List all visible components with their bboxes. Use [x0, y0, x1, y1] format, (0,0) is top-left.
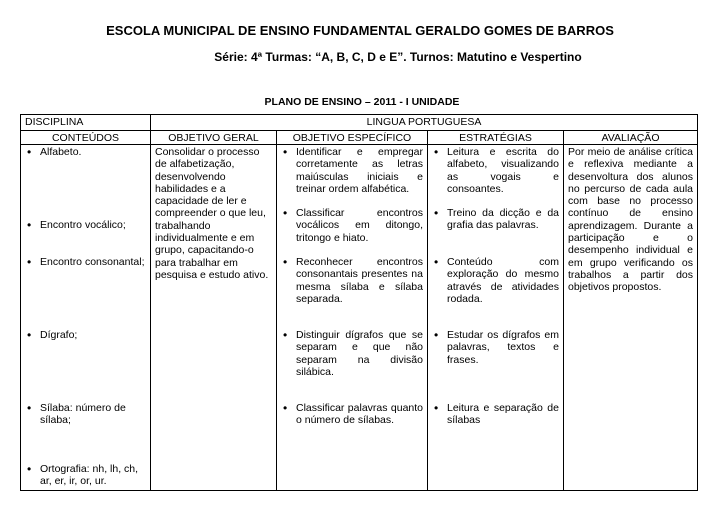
objetivo-especifico-item: • Distinguir dígrafos que se separam e que não separam na divisão silábica.: [281, 329, 423, 378]
estrategias-cell: [428, 145, 564, 491]
conteudo-item: • Dígrafo;: [25, 329, 146, 341]
objetivo-especifico-item: • Reconhecer encontros consonantais presentes na mesma sílaba e sílaba separada.: [281, 256, 423, 305]
objetivo-especifico-item: • Identificar e empregar corretamente as letras maiúsculas iniciais e treinar ordem alfabética.: [281, 146, 423, 195]
column-header-objetivo-especifico: OBJETIVO ESPECÍFICO: [277, 131, 428, 145]
column-header-avaliacao: AVALIAÇÃO: [564, 131, 698, 145]
content-row: [21, 145, 698, 491]
column-header-objetivo-geral: OBJETIVO GERAL: [151, 131, 277, 145]
estrategia-item: • Estudar os dígrafos em palavras, textos e frases.: [432, 329, 559, 366]
objetivo-especifico-item: • Classificar encontros vocálicos em ditongo, tritongo e hiato.: [281, 207, 423, 244]
estrategia-item: • Conteúdo com exploração do mesmo através de atividades rodada.: [432, 256, 559, 305]
conteudo-item: • Sílaba: número de sílaba;: [25, 402, 146, 427]
avaliacao-cell: [564, 145, 698, 491]
discipline-label: DISCIPLINA: [21, 115, 151, 131]
plan-title: PLANO DE ENSINO – 2011 - I UNIDADE: [264, 96, 460, 108]
conteudo-item: • Encontro vocálico;: [25, 219, 146, 231]
conteudo-item: • Encontro consonantal;: [25, 256, 146, 268]
school-name: ESCOLA MUNICIPAL DE ENSINO FUNDAMENTAL GERALDO GOMES DE BARROS: [106, 23, 614, 38]
discipline-row: [21, 115, 698, 131]
objetivo-especifico-item: • Classificar palavras quanto o número de sílabas.: [281, 402, 423, 427]
objetivo-geral-text: Consolidar o processo de alfabetização, desenvolvendo habilidades e a capacidade de ler e compreender o que leu, trabalhando individualmente e em grupo, capacitando-o para trabalhar em pesquisa e estudo ativo.: [155, 146, 269, 281]
avaliacao-text: Por meio de análise crítica e reflexiva mediante a desenvoltura dos alunos no percurso de cada aula com base no processo contínuo de ensino aprendizagem. Durante a participação e o desempenho individual e em grupo verificando os trabalhos a partir dos objetivos propostos.: [568, 146, 694, 294]
column-header-estrategias: ESTRATÉGIAS: [428, 131, 564, 145]
grade-and-classes-line: Série: 4ª Turmas: “A, B, C, D e E”. Turnos: Matutino e Vespertino: [214, 50, 582, 64]
objetivo-especifico-cell: [277, 145, 428, 491]
estrategia-item: • Leitura e escrita do alfabeto, visualizando as vogais e consoantes.: [432, 146, 559, 195]
discipline-name: LINGUA PORTUGUESA: [151, 115, 698, 131]
conteudo-item: • Ortografia: nh, lh, ch, ar, er, ir, or, ur.: [25, 463, 146, 488]
column-header-row: [21, 131, 698, 145]
column-header-conteudos: CONTEÚDOS: [21, 131, 151, 145]
objetivo-geral-cell: [151, 145, 277, 491]
estrategia-item: • Treino da dicção e da grafia das palavras.: [432, 207, 559, 232]
estrategia-item: • Leitura e separação de sílabas: [432, 402, 559, 427]
conteudos-cell: [21, 145, 151, 491]
conteudo-item: • Alfabeto.: [25, 146, 146, 158]
teaching-plan-table: [20, 114, 698, 491]
